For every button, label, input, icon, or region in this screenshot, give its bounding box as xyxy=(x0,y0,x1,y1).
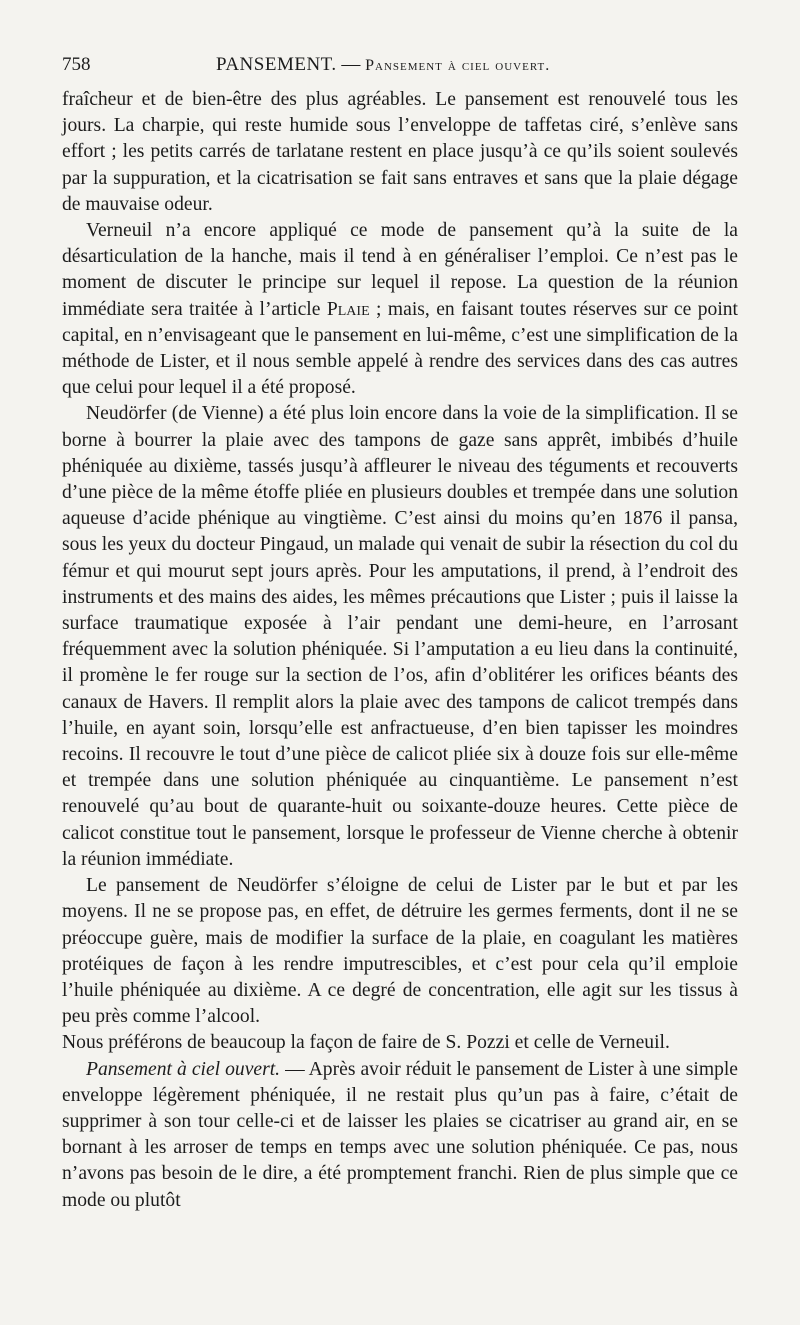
chapter-title: PANSEMENT. xyxy=(216,54,337,75)
page-number: 758 xyxy=(62,54,91,75)
article-reference: Plaie xyxy=(326,298,370,320)
paragraph-text: Verneuil n’a encore appliqué ce mode de pansement qu’à la suite de la désarticulation de la hanche, mais il tend à en généraliser l’emploi. Ce n’est pas le moment de discuter le principe sur lequel il repose. La question de la réunion immédiate sera traitée à l’article xyxy=(62,220,738,320)
section-title: Pansement à ciel ouvert. xyxy=(365,57,551,74)
paragraph-text: — Après avoir réduit le pansement de Lister à une simple enveloppe légèrement phéniquée, il ne restait plus qu’un pas à faire, c’était de supprimer à son tour celle-ci et de laisser les plaies se cicatriser au grand air, en se bornant à les arroser de temps en temps avec une solution phéniquée. Ce pas, nous n’avons pas besoin de le dire, a été promptement franchi. Rien de plus simple que ce mode ou plutôt xyxy=(62,1058,739,1211)
paragraph-continued: fraîcheur et de bien-être des plus agréables. Le pansement est renouvelé tous les jours. La charpie, qui reste humide sous l’enveloppe de taffetas ciré, s’enlève sans effort ; les petits carrés de tarlatane restent en place jusqu’à ce qu’ils soient soulevés par la suppuration, et la cicatrisation se fait sans entraves et sans que la plaie dégage de mauvaise odeur. xyxy=(62,89,738,215)
paragraph-verneuil xyxy=(62,218,738,401)
body-text xyxy=(62,87,738,1214)
paragraph-neudorfer: Neudörfer (de Vienne) a été plus loin encore dans la voie de la simplification. Il se borne à bourrer la plaie avec des tampons de gaze sans apprêt, imbibés d’huile phéniquée au dixième, tassés jusqu’à affleurer le niveau des téguments et recouverts d’une pièce de la même étoffe pliée en plusieurs doubles et trempée dans une solution aqueuse d’acide phénique au vingtième. C’est ainsi du moins qu’en 1876 il pansa, sous les yeux du docteur Pingaud, un malade qui venait de subir la résection du col du fémur et qui mourut sept jours après. Pour les amputations, il prend, à l’endroit des instruments et des mains des aides, les mêmes précautions que Lister ; puis il laisse la surface traumatique exposée à l’air pendant une demi-heure, en l’arrosant fréquemment avec la solution phéniquée. Si l’amputation a eu lieu dans la continuité, il promène le fer rouge sur la section de l’os, afin d’oblitérer les orifices béants des canaux de Havers. Il remplit alors la plaie avec des tampons de calicot trempés dans l’huile, en ayant soin, lorsqu’elle est anfractueuse, d’en bien tapisser les moindres recoins. Il recouvre le tout d’une pièce de calicot pliée six à douze fois sur elle-même et trempée dans une solution phéniquée au cinquantième. Le pansement n’est renouvelé qu’au bout de quarante-huit ou soixante-douze heures. Cette pièce de calicot constitue tout le pansement, lorsque le professeur de Vienne cherche à obtenir la réunion immédiate. xyxy=(62,403,738,870)
running-title xyxy=(216,52,550,79)
header-dash: — xyxy=(336,54,366,75)
section-heading: Pansement à ciel ouvert. xyxy=(86,1058,281,1080)
paragraph-open-air xyxy=(62,1057,738,1214)
paragraph-text: ; mais, en faisant toutes réserves sur ce point capital, en n’envisageant que le pansement en lui-même, c’est une simplification de la méthode de Lister, et il nous semble appelé à rendre des services dans des cas autres que celui pour lequel il a été proposé. xyxy=(62,298,739,399)
paragraph-comparison: Le pansement de Neudörfer s’éloigne de celui de Lister par le but et par les moyens. Il ne se propose pas, en effet, de détruire les germes ferments, dont il ne se préoccupe guère, mais de modifier la surface de la plaie, en coagulant les matières protéiques de façon à les rendre imputrescibles, et c’est pour cela qu’il emploie l’huile phéniquée au dixième. A ce degré de concentration, elle agit sur les tissus à peu près comme l’alcool. xyxy=(62,875,738,1028)
running-header xyxy=(62,52,738,78)
paragraph-preference: Nous préférons de beaucoup la façon de faire de S. Pozzi et celle de Verneuil. xyxy=(62,1032,670,1054)
